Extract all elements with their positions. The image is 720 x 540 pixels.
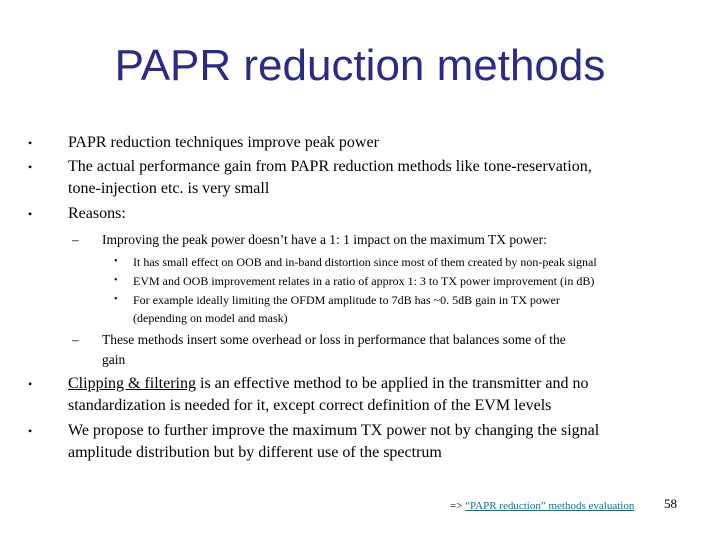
dash-marker: – (72, 332, 79, 347)
bullet-text: is an effective method to be applied in the transmitter and no (196, 375, 589, 392)
bullet-peak-power (28, 132, 668, 154)
sub-sub-bullet-oob (114, 253, 693, 271)
bullet-text-continued: standardization is needed for it, except correct definition of the EVM levels (68, 397, 552, 414)
bullet-text-continued: tone-injection etc. is very small (68, 180, 270, 197)
bullet-marker: • (114, 256, 118, 267)
papr-evaluation-link[interactable]: “PAPR reduction” methods evaluation (465, 500, 635, 512)
bullet-text: PAPR reduction techniques improve peak power (68, 134, 379, 151)
slide-title: PAPR reduction methods (114, 41, 606, 90)
bullet-marker: • (28, 207, 33, 221)
sub-bullet-overhead (72, 330, 672, 370)
sub-sub-bullet-text: It has small effect on OOB and in-band distortion since most of them created by non-peak signal (133, 255, 597, 269)
bullet-marker: • (114, 294, 118, 305)
bullet-proposal (28, 420, 668, 464)
sub-bullet-text-continued: gain (102, 352, 126, 367)
sub-sub-bullet-text: EVM and OOB improvement relates in a ratio of approx 1: 3 to TX power improvement (in dB) (133, 274, 595, 288)
clipping-filtering-term: Clipping & filtering (68, 375, 196, 392)
bullet-text: The actual performance gain from PAPR reduction methods like tone-reservation, (68, 158, 592, 175)
bullet-reasons (28, 203, 668, 225)
footer-navigation (450, 500, 634, 512)
bullet-marker: • (28, 377, 33, 391)
sub-bullet-text: Improving the peak power doesn’t have a 1: 1 impact on the maximum TX power: (102, 232, 547, 247)
bullet-marker: • (114, 275, 118, 286)
bullet-marker: • (28, 160, 33, 174)
dash-marker: – (72, 232, 79, 247)
sub-sub-bullet-text-continued: (depending on model and mask) (133, 311, 288, 325)
bullet-marker: • (28, 136, 33, 150)
page-number: 58 (664, 496, 677, 511)
sub-sub-bullet-evm (114, 272, 693, 290)
bullet-text: We propose to further improve the maximum TX power not by changing the signal (68, 422, 600, 439)
sub-bullet-text: These methods insert some overhead or loss in performance that balances some of the (102, 332, 566, 347)
sub-sub-bullet-text: For example ideally limiting the OFDM amplitude to 7dB has ~0. 5dB gain in TX power (133, 293, 560, 307)
bullet-text: Reasons: (68, 205, 126, 222)
bullet-text-continued: amplitude distribution but by different use of the spectrum (68, 444, 442, 461)
sub-sub-bullet-example (114, 291, 693, 327)
footer-arrow: => (450, 500, 466, 512)
bullet-marker: • (28, 424, 33, 438)
bullet-clipping-filtering (28, 373, 668, 417)
bullet-performance-gain (28, 156, 668, 200)
sub-bullet-peak-power-impact (72, 230, 672, 250)
